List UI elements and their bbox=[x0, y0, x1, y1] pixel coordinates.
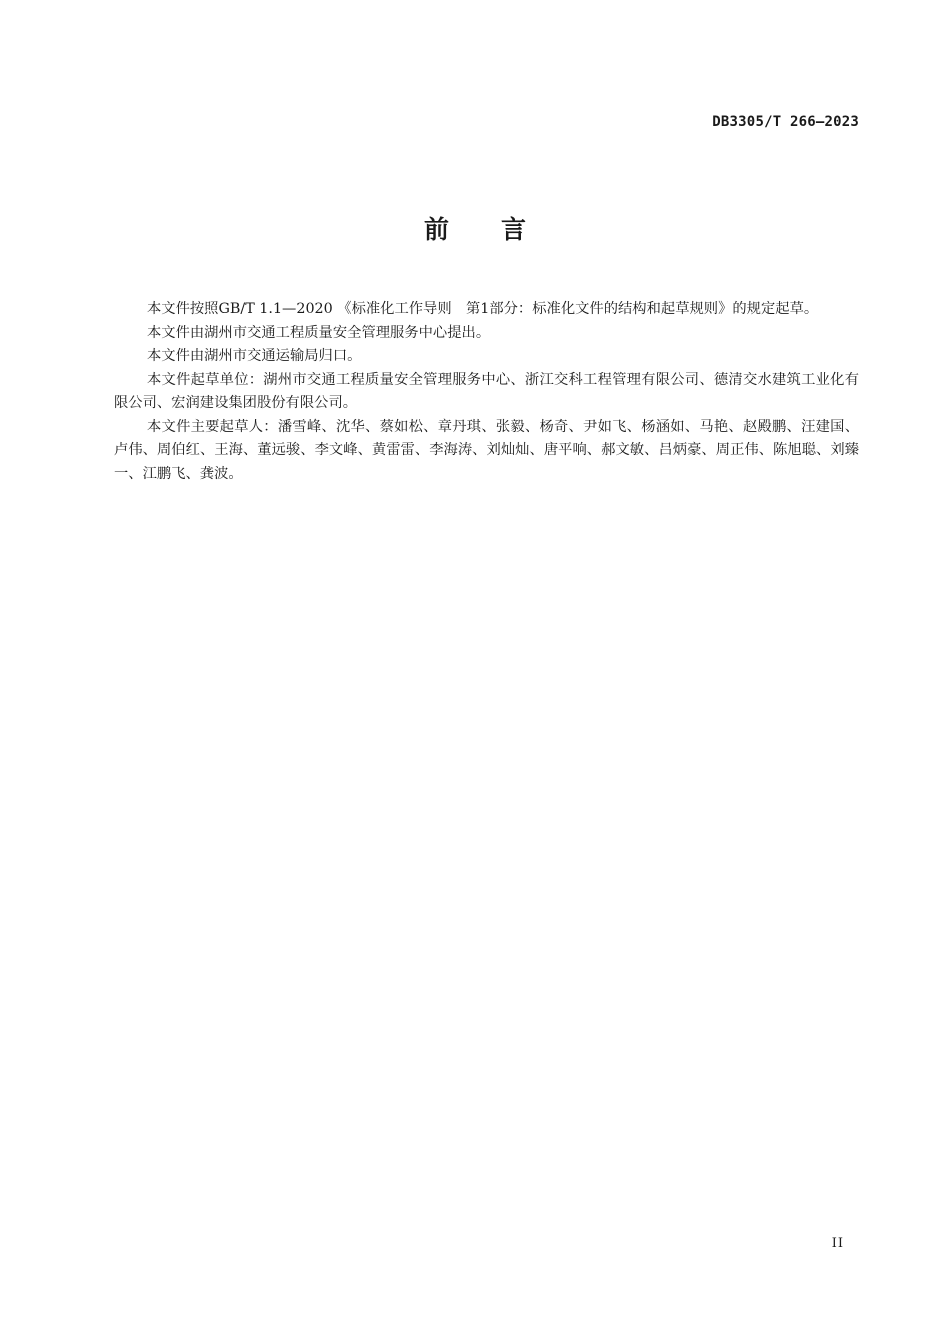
title-char-1: 前 bbox=[423, 215, 449, 244]
section-title-foreword bbox=[0, 210, 950, 246]
paragraph-drafting-rules: 本文件按照GB/T 1.1—2020 《标准化工作导则 第1部分：标准化文件的结构和起草规则》的规定起草。 bbox=[147, 301, 819, 317]
foreword-body bbox=[114, 298, 859, 486]
paragraph-drafting-units: 本文件起草单位：湖州市交通工程质量安全管理服务中心、浙江交科工程管理有限公司、德清交水建筑工业化有限公司、宏润建设集团股份有限公司。 bbox=[114, 371, 859, 411]
document-number: DB3305/T 266—2023 bbox=[712, 114, 859, 130]
paragraph-centralized-by: 本文件由湖州市交通运输局归口。 bbox=[147, 348, 362, 364]
paragraph-proposer: 本文件由湖州市交通工程质量安全管理服务中心提出。 bbox=[147, 324, 491, 341]
page-number: II bbox=[831, 1236, 844, 1251]
paragraph-main-drafters: 本文件主要起草人：潘雪峰、沈华、蔡如松、章丹琪、张毅、杨奇、尹如飞、杨涵如、马艳、赵殿鹏、汪建国、卢伟、周伯红、王海、董远骏、李文峰、黄雷雷、李海涛、刘灿灿、唐平响、郝文敏、吕炳豪、周正伟、陈旭聪、刘臻一、江鹏飞、龚波。 bbox=[114, 418, 859, 482]
title-char-2: 言 bbox=[501, 215, 527, 244]
